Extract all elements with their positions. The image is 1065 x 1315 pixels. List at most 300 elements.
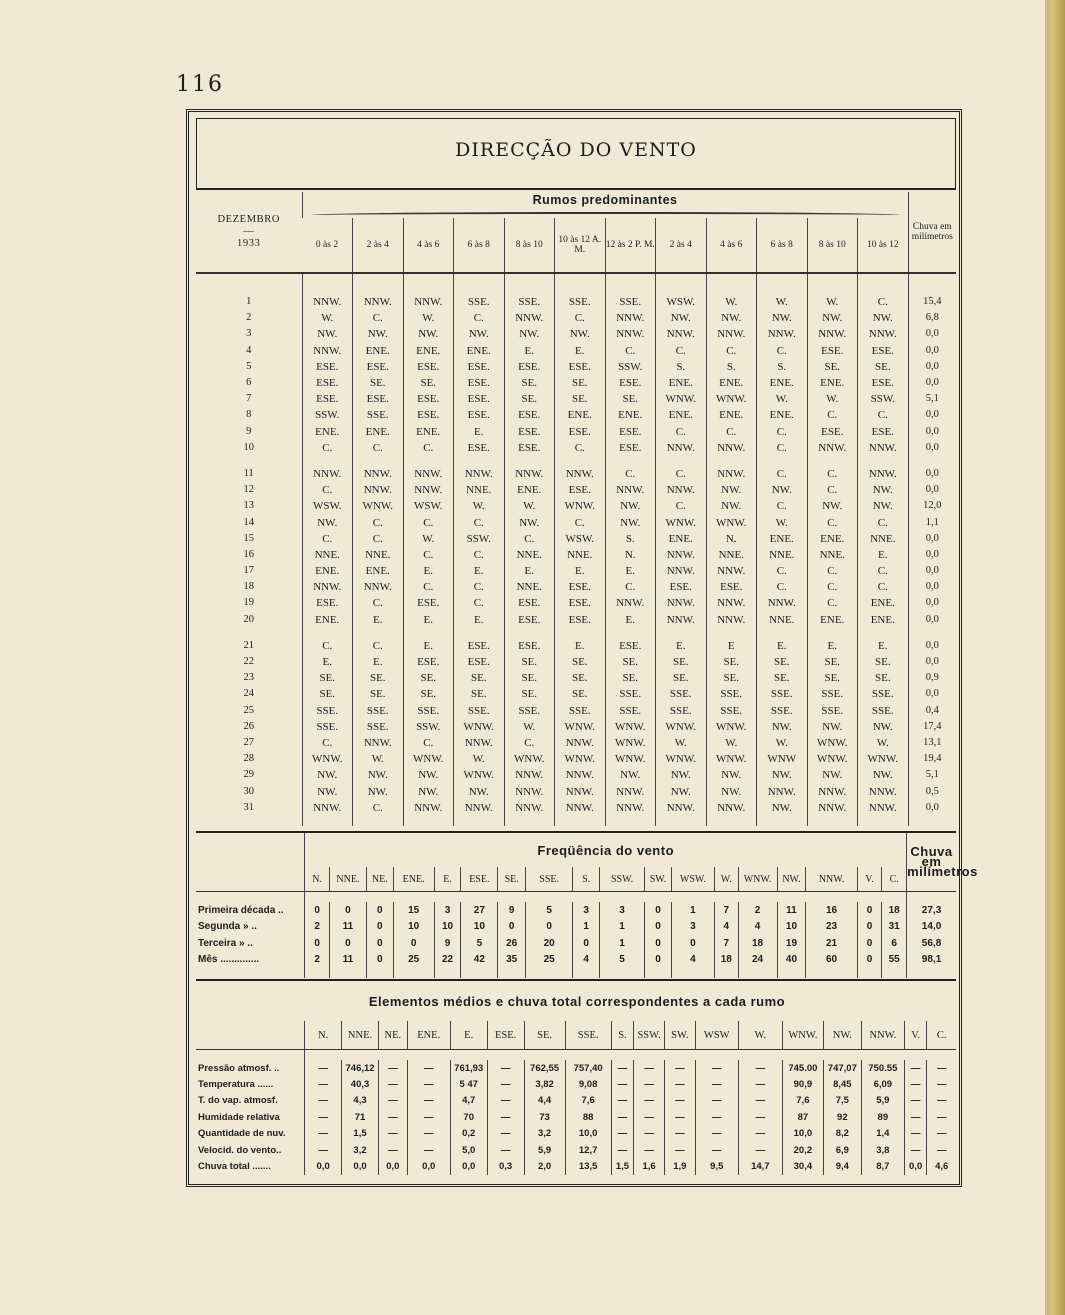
elements-value-cell: 7,6 [782, 1093, 823, 1109]
table-row [196, 359, 956, 375]
wind-direction-cell: C. [555, 440, 606, 456]
wind-direction-cell: NNE. [504, 547, 555, 563]
wind-direction-cell: SE. [403, 670, 454, 686]
wind-direction-cell: WSW. [656, 294, 707, 310]
rain-cell: 12,0 [908, 498, 956, 514]
wind-direction-cell: NNW. [858, 326, 909, 342]
wind-direction-cell: SSE. [555, 703, 606, 719]
freq-value-cell: 31 [882, 919, 907, 936]
wind-direction-cell: ESE. [504, 407, 555, 423]
freq-column-header: NW. [777, 867, 806, 892]
day-number: 3 [246, 328, 252, 340]
wind-direction-cell: NNW. [706, 800, 757, 816]
elements-value-cell: 3,8 [861, 1142, 904, 1158]
elements-value-cell: 0,0 [305, 1158, 342, 1174]
freq-value-cell: 0 [366, 935, 393, 952]
wind-direction-cell: C. [656, 424, 707, 440]
wind-direction-cell: SSE. [403, 703, 454, 719]
wind-direction-cell: C. [706, 424, 757, 440]
wind-direction-cell: ESE. [504, 359, 555, 375]
wind-direction-cell: NNW. [555, 735, 606, 751]
wind-direction-cell: SSE. [807, 703, 858, 719]
table-row [196, 424, 956, 440]
elements-value-cell: — [407, 1126, 450, 1142]
rain-cell: 0,0 [908, 638, 956, 654]
wind-direction-cell: E. [403, 563, 454, 579]
wind-direction-cell: S. [757, 359, 808, 375]
freq-column-header: WNW. [738, 867, 777, 892]
elements-value-cell: 13,5 [565, 1158, 611, 1174]
rain-cell: 0,0 [908, 686, 956, 702]
elements-value-cell: — [305, 1076, 342, 1092]
month-header [196, 192, 302, 273]
elements-column-header: E. [450, 1021, 487, 1050]
wind-direction-cell: NW. [403, 783, 454, 799]
freq-value-cell: 42 [461, 952, 498, 969]
elements-value-cell: — [407, 1093, 450, 1109]
wind-direction-cell: SE. [807, 670, 858, 686]
elements-value-cell: — [904, 1076, 927, 1092]
wind-direction-cell: NNE. [454, 482, 505, 498]
day-number: 28 [243, 753, 254, 765]
wind-direction-cell: NNW. [605, 482, 656, 498]
wind-direction-cell: NNW. [504, 783, 555, 799]
wind-direction-cell: E. [555, 343, 606, 359]
freq-value-cell: 9 [498, 902, 526, 919]
rain-cell: 19,4 [908, 751, 956, 767]
wind-direction-cell: NW. [353, 326, 404, 342]
table-row [196, 1158, 956, 1174]
elements-value-cell: — [738, 1060, 782, 1076]
wind-direction-cell: C. [454, 595, 505, 611]
elements-value-cell: — [695, 1142, 738, 1158]
elements-value-cell: — [378, 1126, 407, 1142]
elements-column-header: N. [305, 1021, 342, 1050]
elements-value-cell: — [611, 1076, 634, 1092]
elements-label-header [196, 1021, 305, 1050]
wind-direction-cell: C. [656, 498, 707, 514]
day-number: 24 [243, 688, 254, 700]
freq-value-cell: 0 [671, 935, 714, 952]
elements-value-cell: — [664, 1093, 695, 1109]
wind-direction-cell: SSE. [706, 703, 757, 719]
wind-direction-cell: NNW. [807, 326, 858, 342]
freq-value-cell: 19 [777, 935, 806, 952]
wind-direction-cell: ESE. [403, 391, 454, 407]
wind-direction-cell: WNW. [504, 751, 555, 767]
wind-direction-cell: SE. [302, 686, 353, 702]
wind-direction-cell: NW. [302, 326, 353, 342]
wind-direction-cell: E. [807, 638, 858, 654]
wind-direction-cell: SSW. [858, 391, 909, 407]
wind-direction-cell: C. [757, 498, 808, 514]
wind-direction-cell: SE. [858, 359, 909, 375]
wind-direction-cell: ENE. [807, 612, 858, 628]
day-number: 23 [243, 672, 254, 684]
freq-value-cell: 5 [461, 935, 498, 952]
day-number: 2 [246, 312, 252, 324]
table-row [196, 670, 956, 686]
day-number: 29 [243, 769, 254, 781]
wind-direction-cell: E. [555, 638, 606, 654]
elements-column-header: SSE. [565, 1021, 611, 1050]
wind-direction-cell: ESE. [454, 391, 505, 407]
time-column-header: 2 às 4 [353, 218, 404, 273]
day-number: 6 [246, 377, 252, 389]
wind-direction-cell: NNW. [555, 466, 606, 482]
wind-direction-cell: SE. [656, 654, 707, 670]
wind-direction-cell: ENE. [353, 424, 404, 440]
time-column-header: 10 às 12 A. M. [555, 218, 606, 273]
day-number: 19 [243, 597, 254, 609]
elements-value-cell: 7,6 [565, 1093, 611, 1109]
freq-column-header: W. [714, 867, 738, 892]
wind-direction-cell: NW. [858, 310, 909, 326]
wind-direction-cell: SSE. [605, 686, 656, 702]
wind-direction-cell: NNW. [504, 767, 555, 783]
wind-direction-cell: SE. [504, 375, 555, 391]
freq-rain-cell: 56,8 [907, 935, 956, 952]
elements-value-cell: — [664, 1126, 695, 1142]
elements-value-cell: — [378, 1060, 407, 1076]
freq-value-cell: 1 [599, 919, 644, 936]
wind-direction-cell: C. [403, 547, 454, 563]
freq-value-cell: 2 [305, 919, 330, 936]
wind-direction-cell: NW. [757, 719, 808, 735]
freq-column-header: V. [857, 867, 882, 892]
wind-direction-cell: E. [555, 563, 606, 579]
elements-column-header: C. [927, 1021, 956, 1050]
wind-direction-cell: ESE. [302, 375, 353, 391]
wind-direction-cell: NW. [706, 482, 757, 498]
wind-direction-cell: WNW. [807, 735, 858, 751]
wind-direction-cell: ESE. [858, 424, 909, 440]
wind-direction-cell: C. [302, 638, 353, 654]
wind-direction-cell: W. [757, 391, 808, 407]
wind-direction-cell: C. [807, 595, 858, 611]
table-row [196, 935, 956, 952]
elements-column-header: NNE. [342, 1021, 379, 1050]
elements-value-cell: — [904, 1060, 927, 1076]
wind-direction-cell: ENE. [757, 407, 808, 423]
freq-value-cell: 0 [573, 935, 600, 952]
wind-direction-cell: WNW. [555, 751, 606, 767]
freq-column-header: E. [434, 867, 461, 892]
elements-value-cell: — [904, 1142, 927, 1158]
elements-value-cell: 0,0 [378, 1158, 407, 1174]
wind-direction-cell: WNW. [555, 498, 606, 514]
wind-direction-cell: SSE. [807, 686, 858, 702]
wind-direction-cell: ENE. [858, 612, 909, 628]
wind-direction-cell: WSW. [403, 498, 454, 514]
elements-value-cell: — [664, 1076, 695, 1092]
elements-value-cell: — [927, 1126, 956, 1142]
time-column-header: 8 às 10 [504, 218, 555, 273]
wind-direction-cell: NNW. [353, 735, 404, 751]
wind-direction-cell: WNW. [353, 498, 404, 514]
elements-value-cell: 8,45 [823, 1076, 861, 1092]
wind-direction-cell: NW. [757, 767, 808, 783]
wind-direction-cell: SSE. [656, 686, 707, 702]
elements-value-cell: — [634, 1126, 665, 1142]
day-number: 1 [246, 296, 252, 308]
freq-row-label: Mês .............. [198, 954, 260, 966]
wind-direction-cell: WNW. [706, 514, 757, 530]
month-dash: — [243, 226, 255, 237]
freq-value-cell: 0 [305, 935, 330, 952]
elements-value-cell: — [927, 1093, 956, 1109]
page-title: DIRECÇÃO DO VENTO [455, 139, 697, 161]
freq-value-cell: 0 [329, 935, 366, 952]
freq-value-cell: 21 [806, 935, 857, 952]
day-number: 12 [243, 484, 254, 496]
elements-column-header: WSW [695, 1021, 738, 1050]
wind-direction-cell: NW. [757, 310, 808, 326]
wind-direction-cell: NNW. [807, 783, 858, 799]
time-column-header: 10 às 12 [858, 218, 909, 273]
wind-direction-cell: ESE. [807, 343, 858, 359]
wind-direction-cell: WNW [757, 751, 808, 767]
freq-value-cell: 0 [526, 919, 573, 936]
wind-direction-cell: SE. [706, 670, 757, 686]
wind-direction-cell: WNW. [605, 751, 656, 767]
wind-direction-cell: NNW. [858, 466, 909, 482]
wind-direction-cell: N. [605, 547, 656, 563]
wind-direction-cell: ESE. [302, 359, 353, 375]
elements-value-cell: — [664, 1109, 695, 1125]
time-column-header: 6 às 8 [757, 218, 808, 273]
table-row [196, 482, 956, 498]
table-row [196, 1109, 956, 1125]
wind-direction-cell: NNW. [757, 326, 808, 342]
day-number: 18 [243, 581, 254, 593]
wind-direction-cell: E. [454, 424, 505, 440]
freq-value-cell: 0 [857, 952, 882, 969]
freq-column-header: SSW. [599, 867, 644, 892]
elements-value-cell: 1,4 [861, 1126, 904, 1142]
rain-cell: 0,5 [908, 783, 956, 799]
wind-direction-cell: SE. [605, 670, 656, 686]
wind-direction-cell: W. [504, 719, 555, 735]
wind-direction-cell: C. [504, 531, 555, 547]
wind-direction-cell: NNW. [757, 783, 808, 799]
wind-direction-cell: NNW. [605, 595, 656, 611]
wind-direction-cell: NW. [757, 482, 808, 498]
freq-value-cell: 18 [738, 935, 777, 952]
wind-direction-cell: E. [353, 654, 404, 670]
wind-direction-cell: SSE. [504, 294, 555, 310]
wind-direction-cell: SSE. [656, 703, 707, 719]
table-row [196, 1076, 956, 1092]
wind-direction-cell: ENE. [302, 424, 353, 440]
wind-direction-cell: ENE. [757, 375, 808, 391]
elements-value-cell: 3,82 [524, 1076, 565, 1092]
wind-direction-cell: SSE. [757, 703, 808, 719]
wind-direction-cell: WNW. [706, 719, 757, 735]
wind-direction-cell: SE. [403, 375, 454, 391]
elements-value-cell: — [305, 1142, 342, 1158]
elements-value-cell: 5,0 [450, 1142, 487, 1158]
freq-value-cell: 16 [806, 902, 857, 919]
freq-value-cell: 7 [714, 935, 738, 952]
wind-direction-cell: NNW. [454, 800, 505, 816]
freq-column-header: SE. [498, 867, 526, 892]
wind-direction-cell: W. [656, 735, 707, 751]
wind-direction-cell: NNW. [504, 466, 555, 482]
elements-row-label: Velocid. do vento.. [198, 1144, 282, 1156]
table-row [196, 800, 956, 816]
elements-value-cell: 9,5 [695, 1158, 738, 1174]
elements-value-cell: — [487, 1126, 524, 1142]
time-column-header: 8 às 10 [807, 218, 858, 273]
freq-value-cell: 5 [526, 902, 573, 919]
wind-direction-cell: W. [807, 391, 858, 407]
wind-direction-cell: SSE. [454, 294, 505, 310]
wind-direction-cell: SSE. [605, 703, 656, 719]
freq-value-cell: 3 [434, 902, 461, 919]
freq-value-cell: 11 [329, 952, 366, 969]
wind-direction-cell: SSW. [403, 719, 454, 735]
elements-value-cell: 1,5 [342, 1126, 379, 1142]
wind-direction-cell: W. [757, 514, 808, 530]
elements-value-cell: — [634, 1076, 665, 1092]
table-row [196, 326, 956, 342]
rain-cell: 0,4 [908, 703, 956, 719]
elements-value-cell: 745.00 [782, 1060, 823, 1076]
freq-value-cell: 22 [434, 952, 461, 969]
elements-row-label: Temperatura ...... [198, 1079, 274, 1091]
wind-direction-cell: NNE. [353, 547, 404, 563]
elements-value-cell: — [634, 1142, 665, 1158]
wind-direction-cell: C. [353, 638, 404, 654]
wind-direction-cell: NW. [605, 498, 656, 514]
freq-value-cell: 1 [573, 919, 600, 936]
day-number: 15 [243, 532, 254, 544]
wind-direction-cell: SSE. [858, 703, 909, 719]
freq-column-header: ENE. [393, 867, 434, 892]
elements-value-cell: 3,2 [524, 1126, 565, 1142]
wind-direction-cell: ENE. [656, 531, 707, 547]
elements-value-cell: — [611, 1060, 634, 1076]
table-row [196, 1093, 956, 1109]
wind-direction-cell: SE. [504, 391, 555, 407]
wind-direction-cell: ENE. [403, 424, 454, 440]
freq-value-cell: 0 [393, 935, 434, 952]
freq-value-cell: 7 [714, 902, 738, 919]
wind-direction-cell: ESE. [807, 424, 858, 440]
wind-direction-cell: SE. [555, 375, 606, 391]
elements-value-cell: 1,9 [664, 1158, 695, 1174]
elements-row-label: Pressão atmosf. .. [198, 1062, 280, 1074]
elements-value-cell: — [407, 1142, 450, 1158]
wind-direction-cell: SSE. [504, 703, 555, 719]
freq-rain-cell: 27,3 [907, 902, 956, 919]
wind-direction-cell: W. [706, 735, 757, 751]
wind-direction-cell: ESE. [403, 595, 454, 611]
day-number: 27 [243, 736, 254, 748]
rain-cell: 6,8 [908, 310, 956, 326]
wind-direction-cell: NW. [504, 514, 555, 530]
wind-direction-cell: NNW. [555, 783, 606, 799]
wind-direction-cell: NW. [504, 326, 555, 342]
wind-direction-cell: ESE. [454, 440, 505, 456]
wind-direction-cell: NNW. [706, 326, 757, 342]
wind-direction-cell: SSE. [302, 703, 353, 719]
wind-direction-cell: SE. [706, 654, 757, 670]
elements-column-header: SW. [664, 1021, 695, 1050]
elements-value-cell: 8,7 [861, 1158, 904, 1174]
freq-column-header: WSW. [671, 867, 714, 892]
wind-direction-cell: SSE. [353, 407, 404, 423]
wind-direction-cell: NNW. [656, 563, 707, 579]
freq-value-cell: 0 [366, 952, 393, 969]
wind-direction-cell: NW. [656, 783, 707, 799]
elements-value-cell: — [634, 1060, 665, 1076]
freq-value-cell: 2 [305, 952, 330, 969]
elements-value-cell: — [611, 1109, 634, 1125]
wind-direction-cell: NNW. [353, 294, 404, 310]
freq-value-cell: 3 [599, 902, 644, 919]
rumos-header-label: Rumos predominantes [532, 193, 678, 207]
freq-value-cell: 4 [671, 952, 714, 969]
wind-direction-cell: SSW. [454, 531, 505, 547]
table-row [196, 466, 956, 482]
wind-direction-cell: NNW. [403, 294, 454, 310]
wind-direction-cell: WSW. [302, 498, 353, 514]
wind-direction-cell: NW. [403, 326, 454, 342]
wind-direction-cell: SSE. [454, 703, 505, 719]
rain-cell: 1,1 [908, 514, 956, 530]
elements-value-cell: — [927, 1060, 956, 1076]
wind-direction-cell: C. [353, 310, 404, 326]
month-label: DEZEMBRO [217, 214, 281, 225]
freq-rain-header-label: Chuva em milímetros [907, 844, 978, 879]
wind-direction-cell: NW. [555, 326, 606, 342]
freq-rain-cell: 14,0 [907, 919, 956, 936]
freq-value-cell: 11 [329, 919, 366, 936]
wind-direction-cell: NW. [858, 767, 909, 783]
wind-direction-cell: C. [757, 424, 808, 440]
wind-direction-cell: NNE. [706, 547, 757, 563]
rain-cell: 5,1 [908, 767, 956, 783]
table-row [196, 391, 956, 407]
wind-direction-cell: ESE. [555, 612, 606, 628]
wind-direction-cell: E. [403, 612, 454, 628]
wind-direction-cell: SE. [353, 375, 404, 391]
wind-direction-cell: W. [858, 735, 909, 751]
wind-direction-cell: SE. [605, 391, 656, 407]
wind-direction-cell: WNW. [858, 751, 909, 767]
wind-direction-cell: WNW. [454, 767, 505, 783]
table-row [196, 514, 956, 530]
wind-direction-cell: ESE. [504, 595, 555, 611]
wind-direction-cell: E. [454, 563, 505, 579]
elements-column-header: SE. [524, 1021, 565, 1050]
wind-direction-cell: SE. [858, 654, 909, 670]
wind-direction-cell: SE. [555, 670, 606, 686]
wind-direction-cell: C. [504, 735, 555, 751]
elements-value-cell: — [487, 1142, 524, 1158]
rain-cell: 0,0 [908, 563, 956, 579]
wind-direction-cell: NNW. [302, 294, 353, 310]
wind-direction-cell: ESE. [504, 638, 555, 654]
table-row [196, 1142, 956, 1158]
wind-direction-cell: WNW. [706, 751, 757, 767]
freq-value-cell: 0 [857, 935, 882, 952]
wind-direction-cell: ENE. [656, 375, 707, 391]
wind-direction-cell: C. [858, 563, 909, 579]
wind-direction-cell: NNW. [706, 466, 757, 482]
